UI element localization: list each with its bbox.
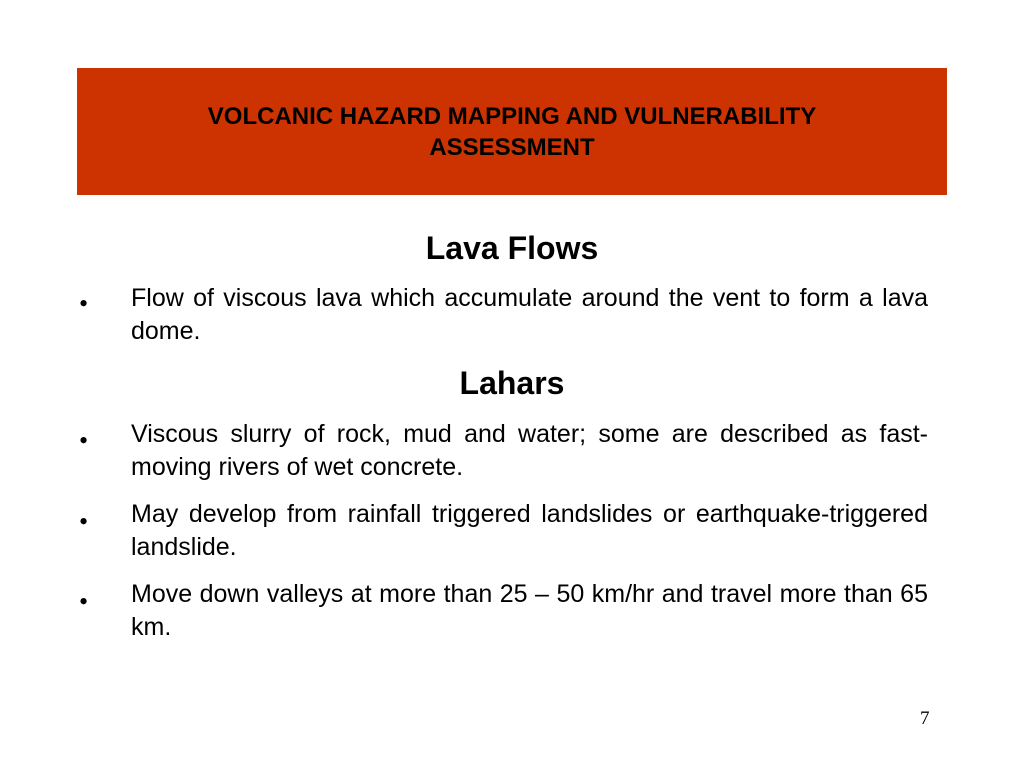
- section-heading-lahars: Lahars: [459, 365, 565, 401]
- bullet-text-valleys-speed: Move down valleys at more than 25 – 50 km/hr and travel more than 65 km.: [131, 580, 928, 641]
- bullet-text-rainfall-landslides: May develop from rainfall triggered landslides or earthquake-triggered landslide.: [131, 500, 928, 561]
- slide-title: VOLCANIC HAZARD MAPPING AND VULNERABILITY ASSESSMENT: [207, 102, 817, 161]
- bullet-marker: •: [79, 507, 89, 536]
- page-number: 7: [920, 708, 930, 729]
- bullet-marker: •: [79, 289, 89, 318]
- bullet-text-lava-dome: Flow of viscous lava which accumulate around the vent to form a lava dome.: [131, 284, 928, 345]
- section-heading-lava-flows: Lava Flows: [425, 230, 599, 266]
- bullet-marker: •: [79, 587, 89, 616]
- bullet-marker: •: [79, 426, 89, 455]
- title-banner: [77, 68, 947, 195]
- bullet-text-viscous-slurry: Viscous slurry of rock, mud and water; some are described as fast-moving rivers of wet concrete.: [131, 420, 928, 481]
